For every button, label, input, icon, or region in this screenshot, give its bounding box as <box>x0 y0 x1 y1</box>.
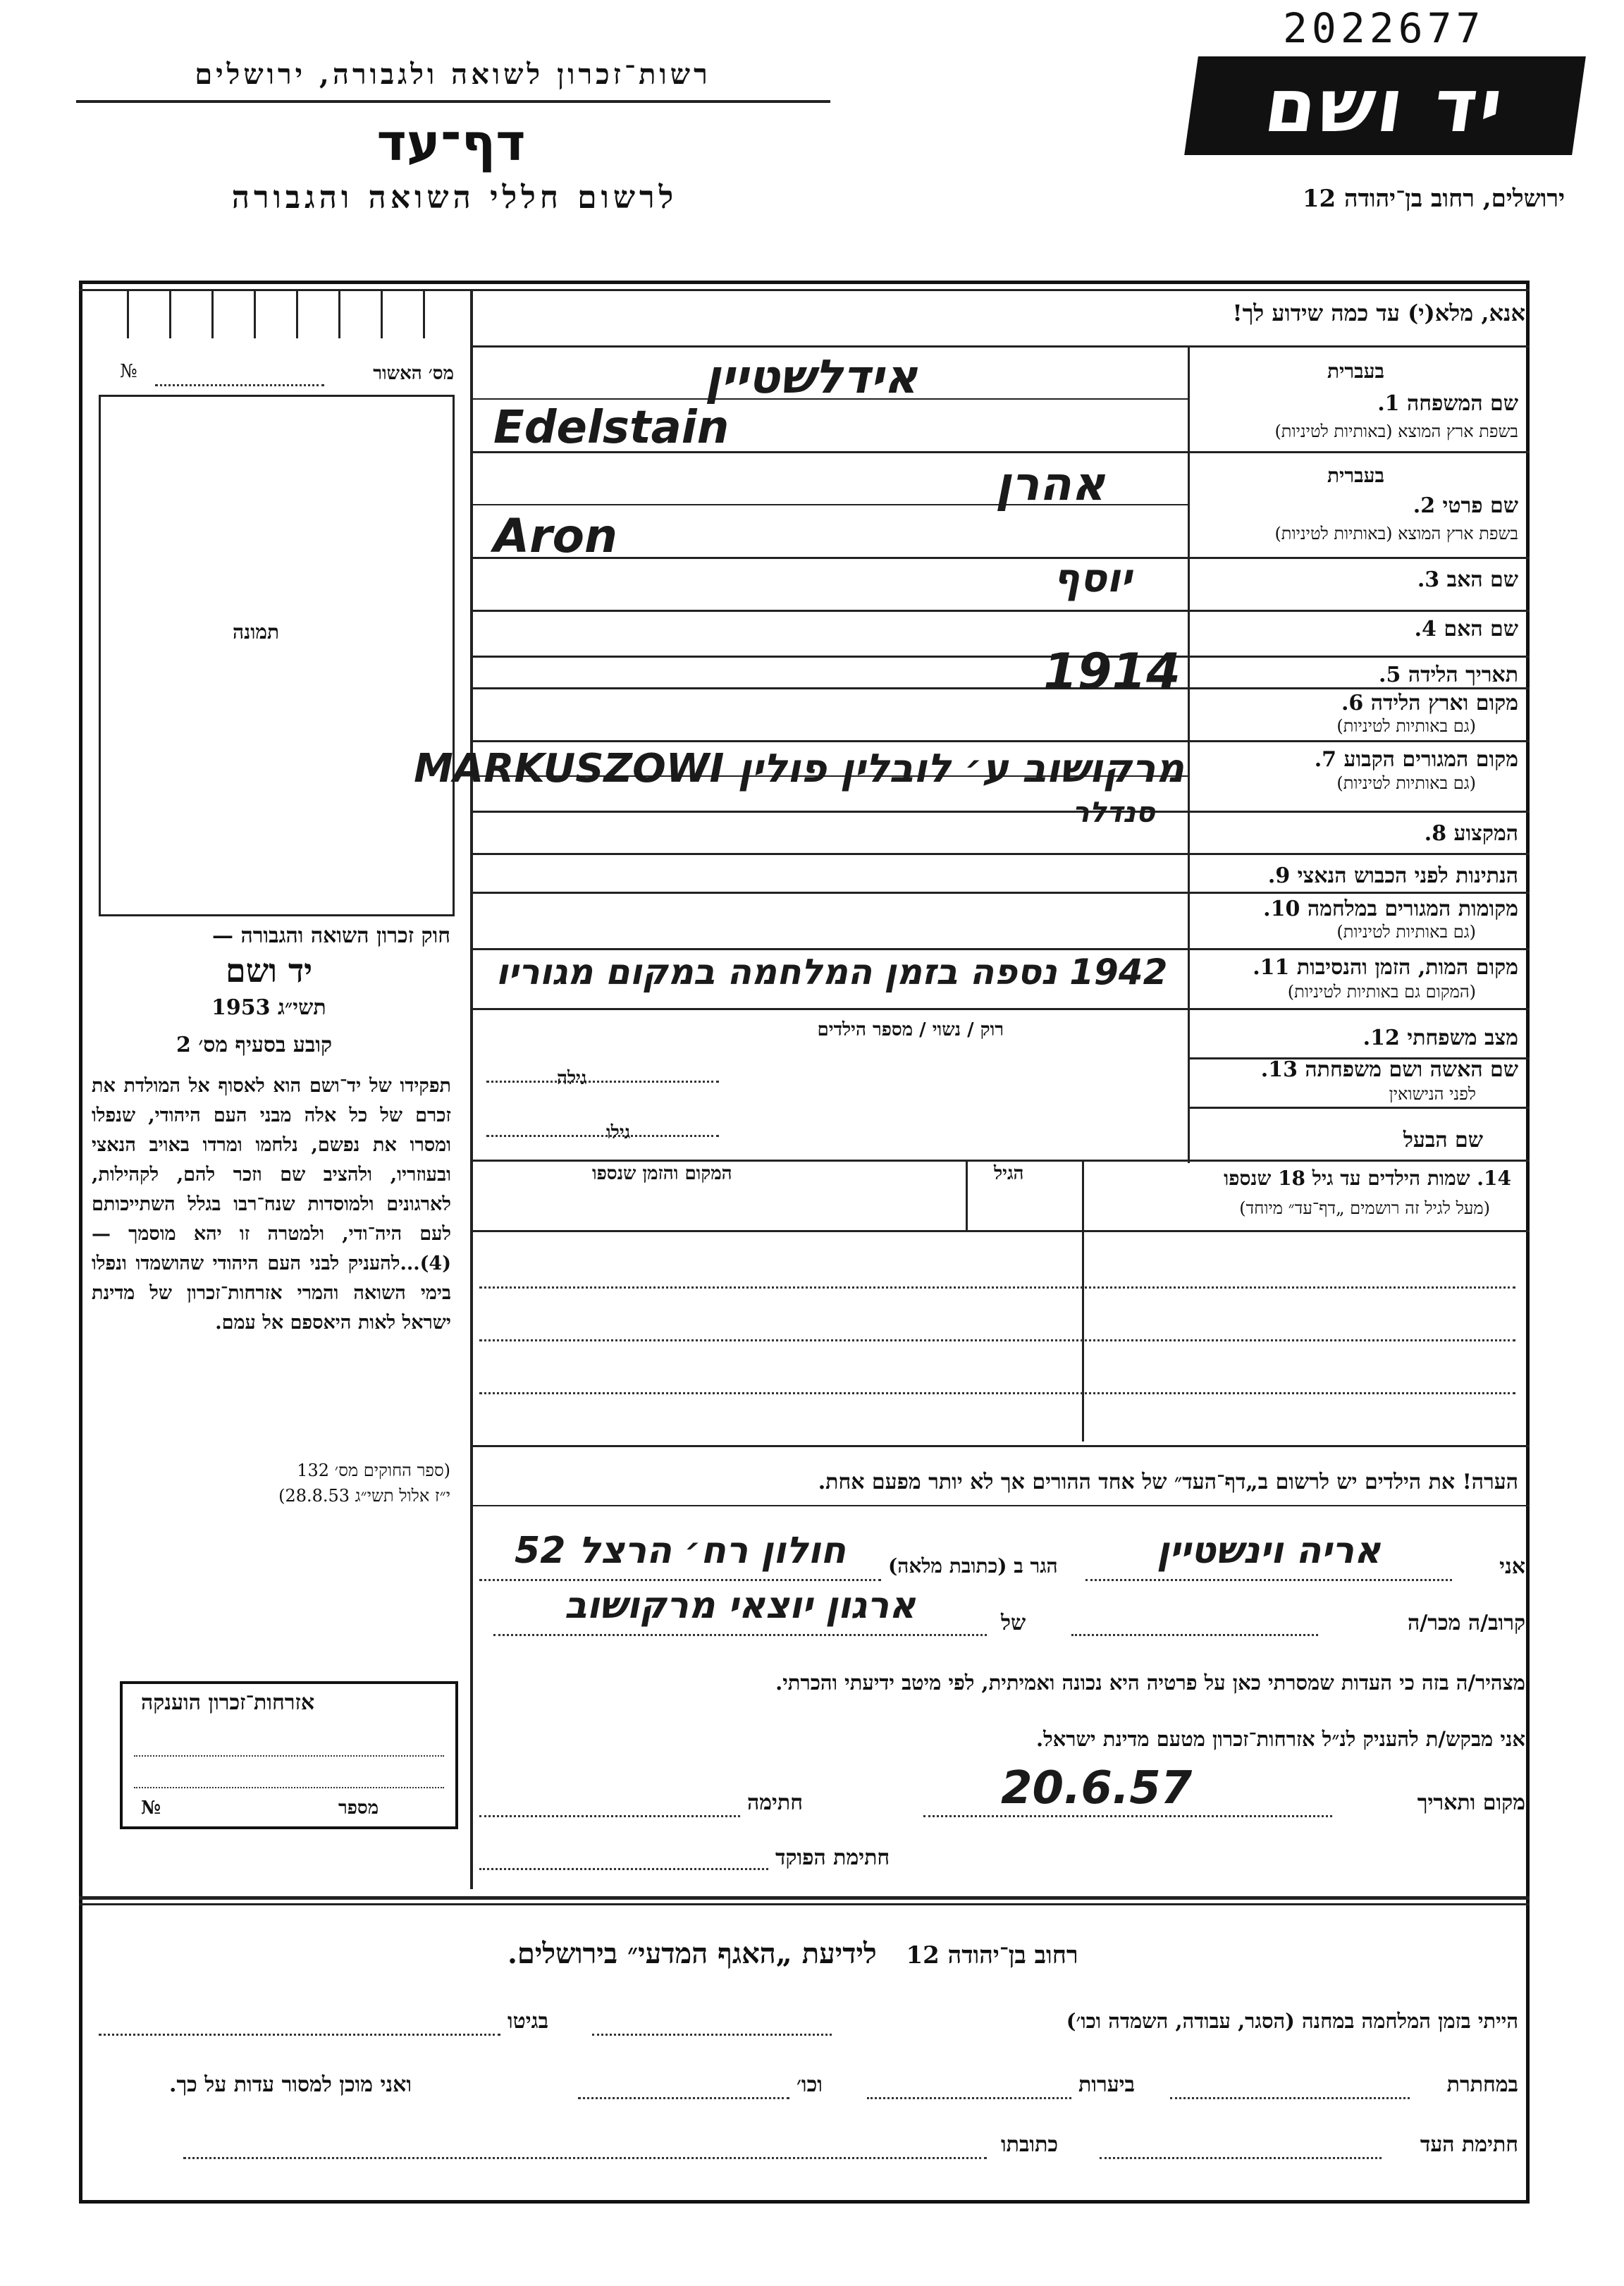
decl-date[interactable]: 20.6.57 <box>1001 1762 1193 1814</box>
decl-official-sig-label: חתימת הפוקד <box>775 1845 890 1870</box>
declarant-relation[interactable]: ארגון יוצאי מרקושוב <box>564 1585 916 1627</box>
decl-signature-label: חתימה <box>747 1790 803 1815</box>
marital-options: רוק / נשוי / מספר הילדים <box>817 1019 1004 1040</box>
logo-text: יד ושם <box>1259 63 1511 149</box>
law-year: תשי״ג 1953 <box>211 995 326 1020</box>
decl-request: אני מבקש/ת להעניק לנ״ל אזרחות־זכרון מטעם מדינת ישראל. <box>1036 1727 1525 1751</box>
law-clause: קובע בסעיף מס׳ 2 <box>176 1033 333 1057</box>
husband-label: שם הבעל <box>1403 1128 1483 1153</box>
field-11-label: מקום המות, הזמן והנסיבות 11. <box>1253 955 1518 980</box>
footer-rule <box>79 1896 1530 1900</box>
field-9-label: הנתינות לפני הכבוש הנאצי 9. <box>1267 864 1518 888</box>
footer-ghetto: בגיטו <box>508 2009 549 2034</box>
photo-label: תמונה <box>233 620 280 644</box>
field-7-label: מקום המגורים הקבוע 7. <box>1314 747 1518 772</box>
decl-i-label: אני <box>1499 1554 1525 1579</box>
law-text: תפקידו של יד־ושם הוא לאסוף אל המולדת את זכרם של כל אלה מבני העם היהודי, שנפלו ומסרו את נפשם, נלחמו ומרדו באויב הנאצי ובעוזריו, ולהציב שם וזכר להם, לקהילות, לארגונים ולמוסדות שנח־רבו בגלל השתייכותם לעם היה־ודי, ולמטרה זו יהא מוסמך — (4)...להעניק לבני העם היהודי שהושמדו ונפלו בימי השואה והמרי אזרחות־זכרון של מדינת ישראל לאות היאספם אל עמם. <box>92 1075 451 1334</box>
footer-address-label: כתובתו <box>1001 2132 1059 2157</box>
citizenship-number-label: מספר <box>338 1798 379 1819</box>
field-1-value-hebrew[interactable]: אידלשטיין <box>705 350 918 404</box>
field-12-label: מצב משפחתי 12. <box>1362 1026 1518 1050</box>
field-8-value[interactable]: סנדלר <box>1072 797 1155 829</box>
children-col-age: הגיל <box>994 1163 1024 1184</box>
law-ref-1: (ספר החוקים מס׳ 132 <box>297 1461 450 1480</box>
decl-place-date-label: מקום ותאריך <box>1417 1790 1525 1815</box>
header-address: ירושלים, רחוב בן־יהודה 12 <box>1302 185 1565 213</box>
instruction-text: אנא, מלא(י) עד כמה שידוע לך! <box>1232 300 1525 326</box>
field-7-value[interactable]: מרקושוב ע׳ לובלין פולין MARKUSZOWI <box>414 746 1184 792</box>
field-1-label: שם המשפחה 1. <box>1377 391 1518 416</box>
field-2-value-latin[interactable]: Aron <box>493 509 617 563</box>
field-6-sub: (גם באותיות לטיניות) <box>1336 716 1476 736</box>
law-ref-2: י״ז אלול תשי״ג 28.8.53) <box>278 1486 450 1506</box>
citizenship-no-sign: № <box>141 1798 161 1819</box>
yad-vashem-logo <box>1184 56 1586 155</box>
law-name: יד ושם <box>226 952 313 990</box>
field-1-hebrew-tag: בעברית <box>1327 360 1384 383</box>
field-1-value-latin[interactable]: Edelstain <box>493 402 730 454</box>
citizenship-title: אזרחות־זכרון הוענקה <box>141 1690 315 1715</box>
field-2-sub: בשפת ארץ המוצא (באותיות לטיניות) <box>1274 524 1518 543</box>
authority-name: רשות־זכרון לשואה ולגבורה, ירושלים <box>195 58 711 91</box>
approval-label: מס׳ האשור <box>373 363 454 384</box>
form-subtitle: לרשום חללי השואה והגבורה <box>231 180 678 216</box>
field-11-value[interactable]: 1942 נספה בזמן המלחמה במקום מגוריו <box>496 952 1168 993</box>
approval-number-line[interactable] <box>155 384 324 386</box>
footer-forests: ביערות <box>1078 2072 1136 2097</box>
footer-title: רחוב בן־יהודה 12 לידיעת „האגף המדעי״ בירושלים. <box>508 1937 1078 1970</box>
decl-of-label: של <box>1001 1611 1026 1635</box>
children-sub: (מעל לגיל זה רושמים „דף־עד״ מיוחד) <box>1239 1198 1490 1218</box>
declarant-address[interactable]: חולון רח׳ הרצל 52 <box>515 1530 846 1572</box>
field-13-label: שם האשה ושם משפחתה 13. <box>1260 1057 1518 1082</box>
field-5-label: תאריך הלידה 5. <box>1379 663 1518 687</box>
decl-relative-label: קרוב/ה מכר/ה <box>1408 1611 1525 1635</box>
field-2-hebrew-tag: בעברית <box>1327 464 1384 487</box>
photo-box <box>99 395 455 916</box>
field-7-sub: (גם באותיות לטיניות) <box>1336 773 1476 793</box>
footer-line1: הייתי בזמן המלחמה במחנה (הסגר, עבודה, השמדה וכו׳) <box>1066 2009 1518 2033</box>
decl-statement: מצהיר/ה בזה כי העדות שמסרתי כאן על פרטיה היא נכונה ואמיתית, לפי מיטב ידיעתי והכרתי. <box>775 1671 1525 1695</box>
field-3-label: שם האב 3. <box>1417 567 1518 592</box>
field-8-label: המקצוע 8. <box>1424 821 1518 846</box>
field-11-sub: (המקום גם באותיות לטיניות) <box>1287 982 1476 1002</box>
field-10-label: מקומות המגורים במלחמה 10. <box>1263 897 1518 921</box>
age-label-wife: גילה <box>557 1068 587 1089</box>
age-label-husband: גילו <box>606 1122 631 1143</box>
field-2-value-hebrew[interactable]: אהרן <box>995 457 1105 511</box>
field-2-label: שם פרטי 2. <box>1413 493 1518 518</box>
footer-ready: ואני מוכן למסור עדות על כך. <box>169 2072 412 2097</box>
note-text: הערה! את הילדים יש לרשום ב„דף־העד״ של אחד ההורים אך לא יותר מפעם אחת. <box>818 1470 1518 1494</box>
document-number: 2022677 <box>1283 4 1485 52</box>
children-label: 14. שמות הילדים עד גיל 18 שנספו <box>1224 1167 1511 1190</box>
footer-witness-sig: חתימת העד <box>1420 2132 1518 2157</box>
field-6-label: מקום וארץ הלידה 6. <box>1341 691 1518 715</box>
label-column-divider <box>1188 345 1190 1163</box>
field-5-value[interactable]: 1914 <box>1043 643 1181 701</box>
footer-underground: במחתרת <box>1446 2072 1518 2097</box>
footer-etc: וכו׳ <box>796 2072 823 2097</box>
field-13-sub: לפני הנישואין <box>1389 1084 1476 1104</box>
declarant-name[interactable]: אריה וינשטיין <box>1157 1530 1381 1572</box>
form-title: דף־עד <box>376 113 526 172</box>
field-3-value[interactable]: יוסף <box>1053 555 1132 601</box>
field-10-sub: (גם באותיות לטיניות) <box>1336 922 1476 942</box>
decl-resides-label: הגר ב (כתובת מלאה) <box>888 1554 1058 1578</box>
field-1-sub: בשפת ארץ המוצא (באותיות לטיניות) <box>1274 422 1518 441</box>
approval-no-sign: № <box>120 361 137 382</box>
field-4-label: שם האם 4. <box>1414 617 1518 641</box>
children-col-place: המקום והזמן שנספו <box>592 1163 732 1184</box>
tick-marks <box>106 289 465 345</box>
law-title: חוק זכרון השואה והגבורה — <box>212 923 450 948</box>
header-rule <box>76 100 830 103</box>
